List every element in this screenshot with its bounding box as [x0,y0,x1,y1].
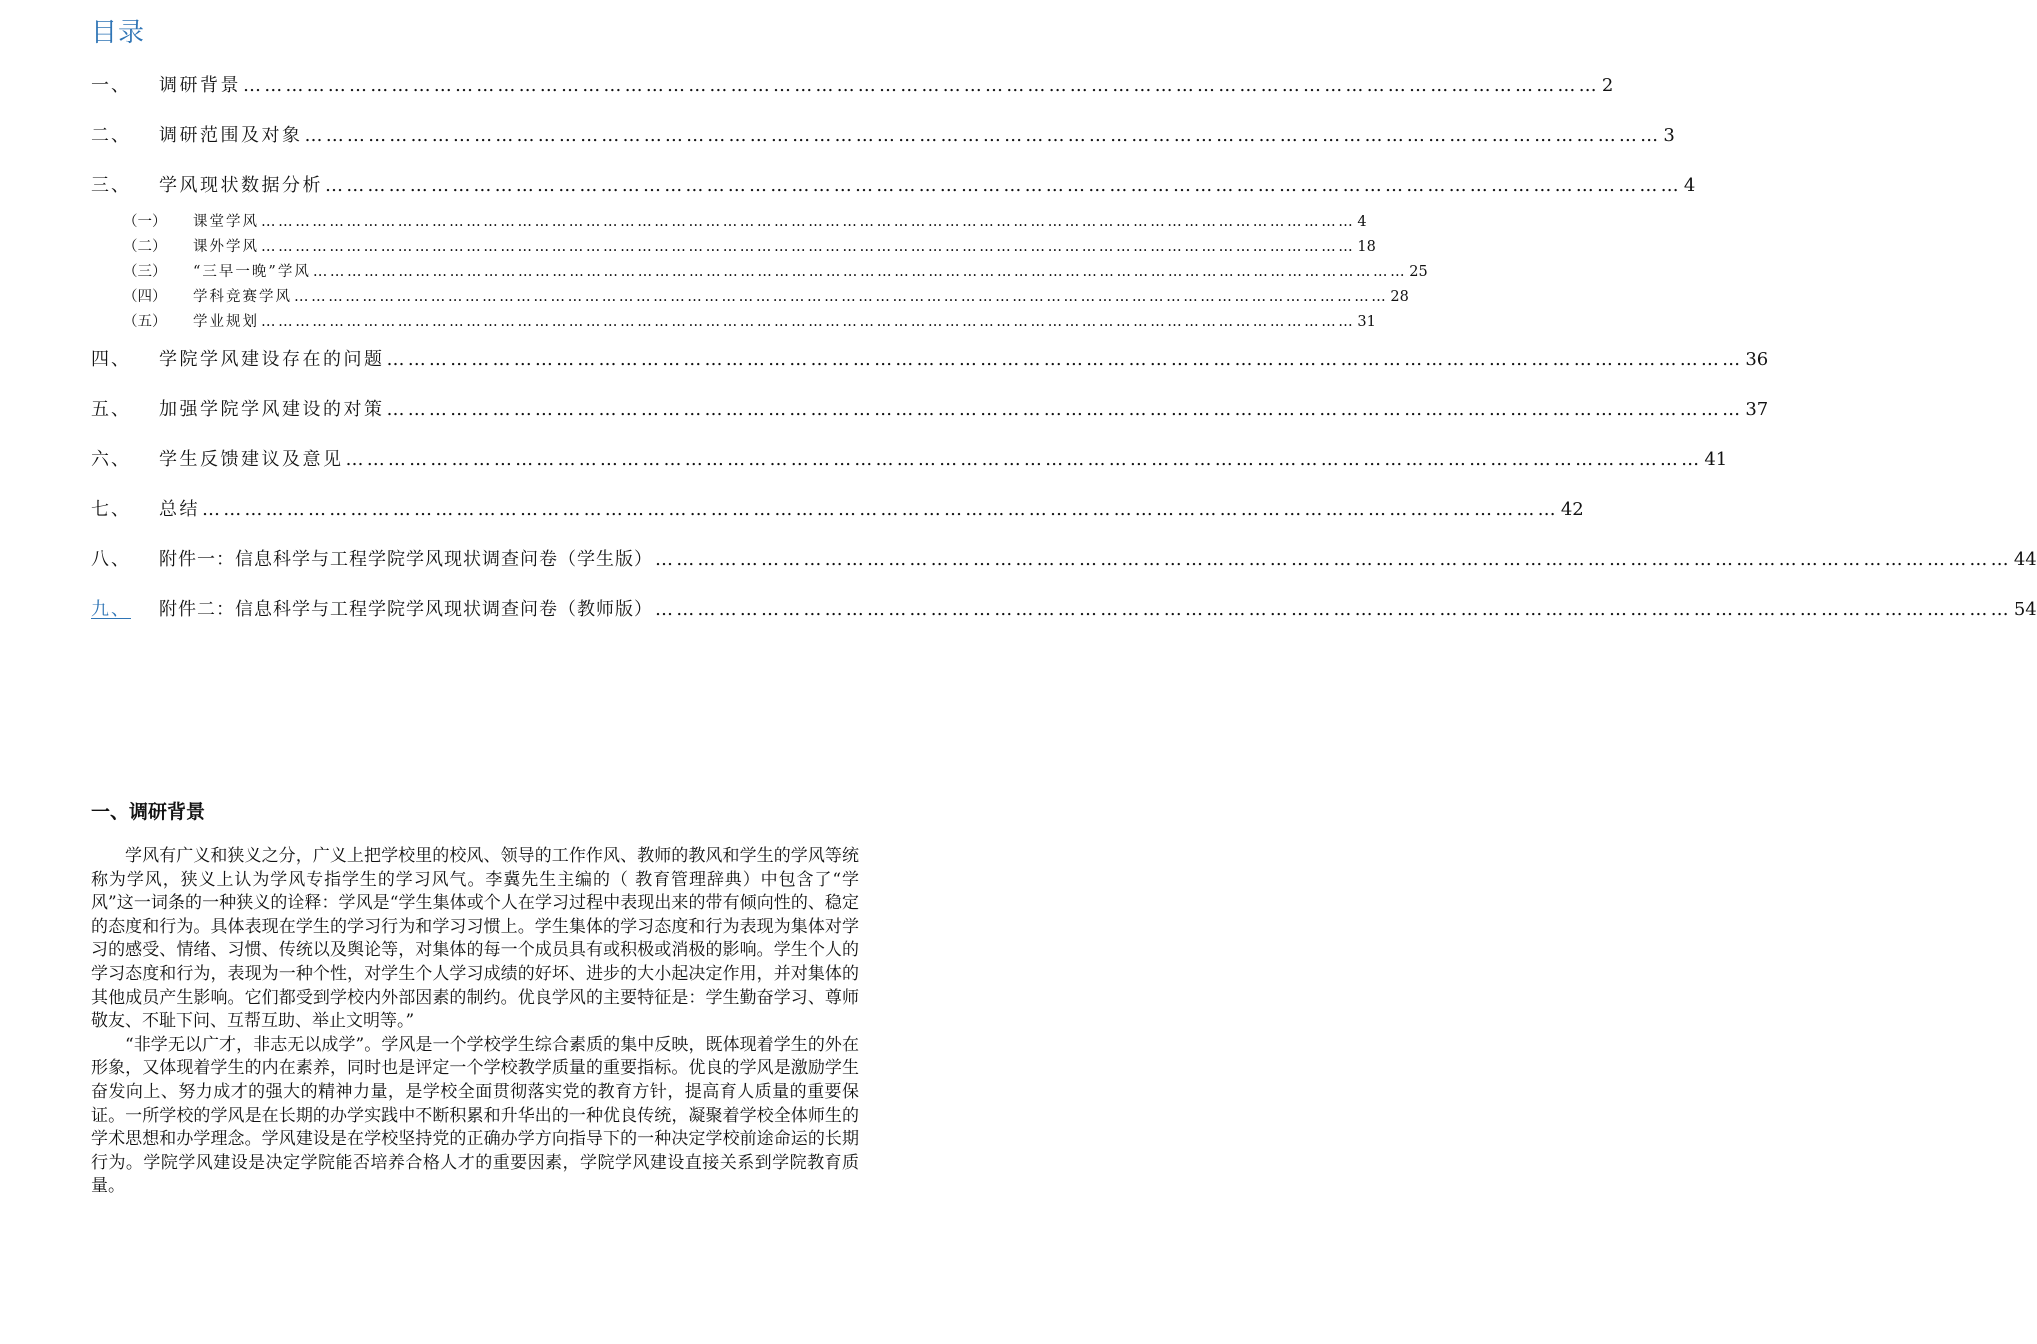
toc-dot-leader: ………………………………………………………………………………………………………………………………………………………………………… [312,264,1408,280]
toc-entry-number: 七、 [91,499,131,520]
toc-entry-label: 调研背景 [159,75,241,96]
toc-entry-page: 3 [1663,125,1675,146]
toc-entry-label: 学院学风建设存在的问题 [159,349,385,370]
toc-entry-number: （五） [123,314,167,330]
toc-dot-leader: ………………………………………………………………………………………………………………………………………………………………………… [243,75,1600,96]
toc-entry-page: 4 [1683,175,1696,196]
toc-entry-3[interactable] [91,171,1696,197]
body-paragraph-1: 学风有广义和狭义之分，广义上把学校里的校风、领导的工作作风、教师的教风和学生的学风等统称为学风，狭义上认为学风专指学生的学习风气。李冀先生主编的（ 教育管理辞典）中包含了“学风”这一词条的一种狭义的诠释：学风是“学生集体或个人在学习过程中表现出来的带有倾向性的、稳定的态度和行为。具体表现在学生的学习行为和学习习惯上。学生集体的学习态度和行为表现为集体对学习的感受、情绪、习惯、传统以及舆论等，对集体的每一个成员具有或积极或消极的影响。学生个人的学习态度和行为，表现为一种个性，对学生个人学习成绩的好坏、进步的大小起决定作用，并对集体的其他成员产生影响。它们都受到学校内外部因素的制约。优良学风的主要特征是：学生勤奋学习、尊师敬友、不耻下问、互帮互助、举止文明等。” [91,846,859,1032]
body-paragraph-2: “非学无以广才，非志无以成学”。学风是一个学校学生综合素质的集中反映，既体现着学生的外在形象，又体现着学生的内在素养，同时也是评定一个学校教学质量的重要指标。优良的学风是激励学生奋发向上、努力成才的强大的精神力量，是学校全面贯彻落实党的教育方针，提高育人质量的重要保证。一所学校的学风是在长期的办学实践中不断积累和升华出的一种优良传统，凝聚着学校全体师生的学术思想和办学理念。学风建设是在学校坚持党的正确办学方向指导下的一种决定学校前途命运的长期行为。学院学风建设是决定学院能否培养合格人才的重要因素，学院学风建设直接关系到学院教育质量。 [91,1034,859,1197]
toc-entry-4[interactable] [91,345,1769,371]
toc-entry-number: 八、 [91,549,131,570]
toc-subentry-5[interactable] [123,310,1376,330]
toc-subentry-2[interactable] [123,235,1376,255]
toc-subentry-1[interactable] [123,210,1367,230]
toc-dot-leader: ………………………………………………………………………………………………………………………………………………………………………… [655,599,2012,620]
toc-entry-2[interactable] [91,121,1675,147]
toc-entry-8[interactable] [91,545,2037,571]
toc-entry-page: 28 [1390,289,1409,305]
toc-entry-page: 42 [1560,499,1584,520]
toc-entry-6[interactable] [91,445,1728,471]
toc-entry-9[interactable] [91,595,2037,621]
toc-entry-label: 学生反馈建议及意见 [159,449,344,470]
toc-entry-number: （二） [123,239,167,255]
toc-entry-label: 学业规划 [193,314,259,330]
toc-entry-label: “三早一晚”学风 [193,264,311,280]
toc-entry-number: 三、 [91,175,131,196]
toc-entry-number-link[interactable]: 九、 [91,599,131,620]
toc-entry-number: 四、 [91,349,131,370]
toc-dot-leader: ………………………………………………………………………………………………………………………………………………………………………… [345,449,1703,470]
toc-entry-label: 课堂学风 [193,214,259,230]
toc-dot-leader: ………………………………………………………………………………………………………………………………………………………………………… [386,349,1744,370]
toc-entry-number: 五、 [91,399,131,420]
toc-dot-leader: ………………………………………………………………………………………………………………………………………………………………………… [261,314,1356,330]
toc-entry-page: 37 [1745,399,1769,420]
toc-dot-leader: ………………………………………………………………………………………………………………………………………………………………………… [304,125,1662,146]
toc-dot-leader: ………………………………………………………………………………………………………………………………………………………………………… [294,289,1389,305]
toc-entry-label: 学科竞赛学风 [193,289,292,305]
toc-entry-page: 2 [1601,75,1614,96]
toc-entry-page: 44 [2013,549,2037,570]
toc-dot-leader: ………………………………………………………………………………………………………………………………………………………………………… [325,175,1682,196]
toc-dot-leader: ………………………………………………………………………………………………………………………………………………………………………… [655,549,2012,570]
section-body [91,845,859,1199]
toc-subentry-4[interactable] [123,285,1409,305]
toc-dot-leader: ………………………………………………………………………………………………………………………………………………………………………… [261,239,1356,255]
toc-entry-page: 41 [1704,449,1728,470]
toc-entry-label: 总结 [159,499,200,520]
toc-entry-number: （三） [123,264,167,280]
toc-entry-number: （一） [123,214,167,230]
toc-entry-5[interactable] [91,395,1769,421]
toc-entry-page: 54 [2013,599,2037,620]
toc-entry-label: 附件二：信息科学与工程学院学风现状调查问卷（教师版） [159,599,653,620]
toc-entry-number: （四） [123,289,167,305]
toc-dot-leader: ………………………………………………………………………………………………………………………………………………………………………… [261,214,1356,230]
toc-entry-7[interactable] [91,495,1584,521]
section-heading: 一、调研背景 [91,801,206,823]
toc-entry-label: 课外学风 [193,239,259,255]
toc-entry-page: 4 [1357,214,1367,230]
toc-entry-label: 附件一：信息科学与工程学院学风现状调查问卷（学生版） [159,549,653,570]
toc-entry-page: 36 [1745,349,1769,370]
toc-entry-label: 学风现状数据分析 [159,175,323,196]
toc-entry-number: 一、 [91,75,131,96]
toc-title: 目录 [91,18,146,48]
toc-subentry-3[interactable] [123,260,1428,280]
toc-entry-1[interactable] [91,71,1614,97]
toc-entry-label: 加强学院学风建设的对策 [159,399,385,420]
toc-entry-number: 二、 [91,125,131,146]
toc-entry-page: 18 [1357,239,1376,255]
toc-dot-leader: ………………………………………………………………………………………………………………………………………………………………………… [202,499,1559,520]
toc-entry-label: 调研范围及对象 [159,125,303,146]
toc-dot-leader: ………………………………………………………………………………………………………………………………………………………………………… [386,399,1744,420]
toc-entry-page: 25 [1409,264,1428,280]
toc-entry-number: 六、 [91,449,131,470]
toc-entry-page: 31 [1357,314,1376,330]
